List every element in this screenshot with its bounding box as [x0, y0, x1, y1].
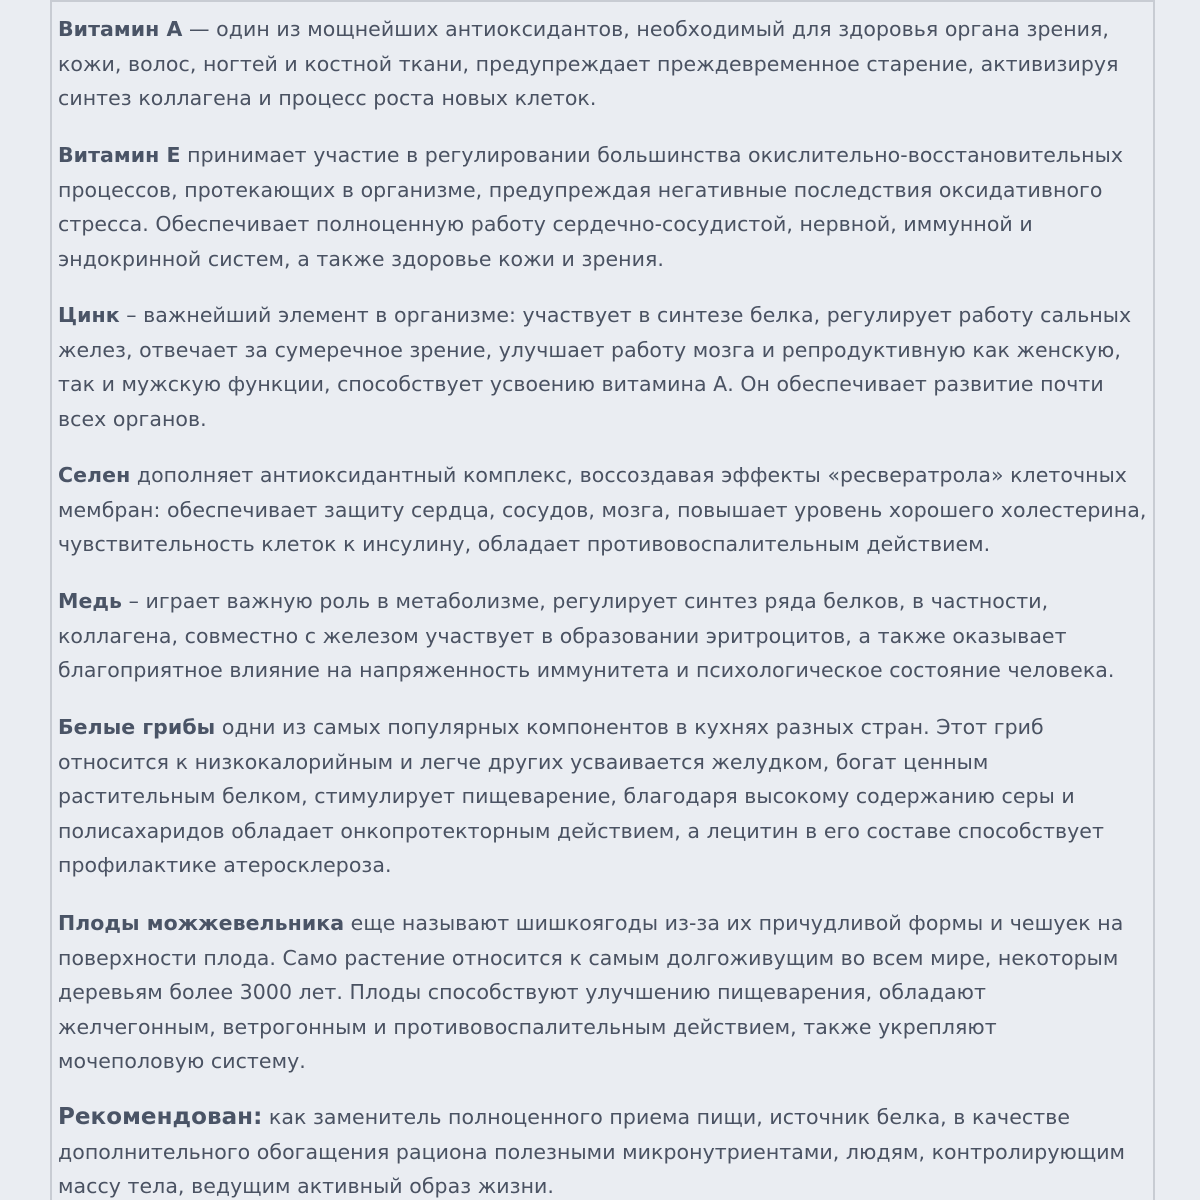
paragraph-juniper: [58, 906, 1128, 1079]
paragraph-text: – важнейший элемент в организме: участвует в синтезе белка, регулирует работу сальных желез, отвечает за сумеречное зрение, улучшает работу мозга и репродуктивную как женскую, так и мужскую функции, способствует усвоению витамина А. Он обеспечивает развитие почти всех органов.: [58, 303, 1132, 431]
paragraph-title: Медь: [58, 589, 123, 613]
paragraph-vitamin-e: [58, 138, 1148, 276]
paragraph-text: как заменитель полноценного приема пищи, источник белка, в качестве дополнительного обогащения рациона полезными микронутриентами, людям, контролирующим массу тела, ведущим активный образ жизни.: [58, 1105, 1126, 1198]
paragraph-text: еще называют шишкоягоды из-за их причудливой формы и чешуек на поверхности плода. Само растение относится к самым долгоживущим во всем мире, некоторым деревьям более 3000 лет. Плоды способствуют улучшению пищеварения, обладают желчегонным, ветрогонным и противовоспалительным действием, также укрепляют мочеполовую систему.: [58, 911, 1124, 1073]
paragraph-title: Витамин Е: [58, 143, 181, 167]
paragraph-selenium: [58, 458, 1148, 562]
paragraph-text: одни из самых популярных компонентов в кухнях разных стран. Этот гриб относится к низкокалорийным и легче других усваивается желудком, богат ценным растительным белком, стимулирует пищеварение, благодаря высокому содержанию серы и полисахаридов обладает онкопротекторным действием, а лецитин в его составе способствует профилактике атеросклероза.: [58, 715, 1104, 877]
paragraph-copper: [58, 584, 1118, 688]
paragraph-recommended: [58, 1100, 1138, 1200]
paragraph-title: Белые грибы: [58, 715, 216, 739]
paragraph-text: дополняет антиоксидантный комплекс, воссоздавая эффекты «ресвератрола» клеточных мембран: обеспечивает защиту сердца, сосудов, мозга, повышает уровень хорошего холестерина, чувствительность клеток к инсулину, обладает противовоспалительным действием.: [58, 463, 1147, 556]
paragraph-vitamin-a: [58, 12, 1148, 116]
paragraph-text: — один из мощнейших антиоксидантов, необходимый для здоровья органа зрения, кожи, волос, ногтей и костной ткани, предупреждает преждевременное старение, активизируя синтез коллагена и процесс роста новых клеток.: [58, 17, 1119, 110]
paragraph-title: Рекомендован:: [58, 1104, 263, 1130]
paragraph-white-mushrooms: [58, 710, 1148, 883]
paragraph-title: Селен: [58, 463, 131, 487]
paragraph-text: принимает участие в регулировании большинства окислительно-восстановительных процессов, протекающих в организме, предупреждая негативные последствия оксидативного стресса. Обеспечивает полноценную работу сердечно-сосудистой, нервной, иммунной и эндокринной систем, а также здоровье кожи и зрения.: [58, 143, 1124, 271]
paragraph-text: – играет важную роль в метаболизме, регулирует синтез ряда белков, в частности, коллагена, совместно с железом участвует в образовании эритроцитов, а также оказывает благоприятное влияние на напряженность иммунитета и психологическое состояние человека.: [58, 589, 1115, 682]
paragraph-title: Цинк: [58, 303, 120, 327]
paragraph-title: Витамин А: [58, 17, 183, 41]
paragraph-zinc: [58, 298, 1148, 436]
paragraph-title: Плоды можжевельника: [58, 911, 345, 935]
